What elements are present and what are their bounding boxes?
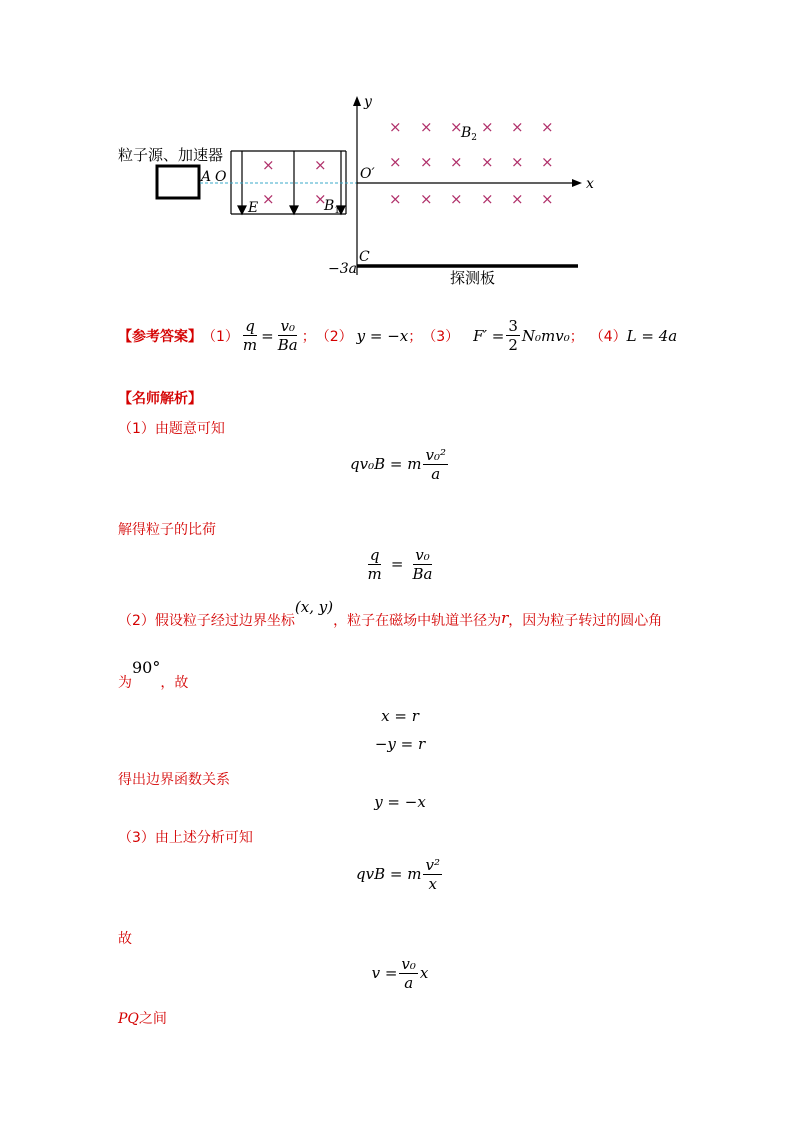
label-o: O <box>215 169 227 185</box>
answer-part-4-label: （4） <box>589 328 627 345</box>
svg-text:×: × <box>541 118 554 136</box>
answer-part-3-label: （3） <box>422 328 460 345</box>
svg-text:×: × <box>420 118 433 136</box>
svg-text:×: × <box>389 190 402 208</box>
svg-text:×: × <box>511 153 524 171</box>
svg-text:×: × <box>389 118 402 136</box>
angle-90: 90° <box>132 658 161 677</box>
answer-sep-1: ； <box>301 328 316 345</box>
equation-3: x = r <box>381 707 419 725</box>
answer-part-2-label: （2） <box>315 328 353 345</box>
label-minus-3a: −3a <box>328 261 357 277</box>
svg-text:×: × <box>450 118 463 136</box>
equation-1: qv₀B = m $\frac{\text{v₀²}}{a}$ <box>350 446 446 483</box>
step-3-pq-line: PQ之间 <box>118 1011 167 1027</box>
physics-diagram <box>110 85 600 295</box>
svg-text:×: × <box>420 190 433 208</box>
svg-text:×: × <box>450 190 463 208</box>
svg-text:×: × <box>511 118 524 136</box>
svg-text:×: × <box>420 153 433 171</box>
equation-4: −y = r <box>374 735 426 753</box>
equation-7: v = $\frac{\text{v₀}}{a}$ x <box>371 955 429 992</box>
svg-text:×: × <box>314 190 327 208</box>
answer-3-fraction: $\frac{3}{2}$ <box>508 317 518 354</box>
answer-1-lhs-fraction: $\frac{q}{m}$ <box>242 317 258 354</box>
svg-text:×: × <box>262 156 275 174</box>
svg-text:×: × <box>481 153 494 171</box>
source-label: 粒子源、加速器 <box>118 146 224 164</box>
svg-text:×: × <box>541 190 554 208</box>
step-1-text: （1）由题意可知 <box>118 421 225 437</box>
answer-1-equals: = <box>261 326 274 345</box>
svg-text:×: × <box>481 118 494 136</box>
detector-label: 探测板 <box>450 269 496 287</box>
step-2-text: （2）假设粒子经过边界坐标 (x, y) ，粒子在磁场中轨道半径为 r ，因为粒子转过的圆心角 <box>118 598 663 629</box>
step-2-angle-line: 为 90° ，故 <box>118 658 189 691</box>
svg-text:×: × <box>262 190 275 208</box>
analysis-heading: 【名师解析】 <box>118 391 202 407</box>
step-3-text: （3）由上述分析可知 <box>118 830 253 846</box>
coordinate-xy: (x, y) <box>294 598 334 616</box>
svg-text:×: × <box>481 190 494 208</box>
svg-text:×: × <box>541 153 554 171</box>
answer-heading: 【参考答案】 <box>118 328 202 345</box>
answer-sep-3: ； <box>569 328 584 345</box>
label-y: y <box>364 94 372 110</box>
svg-text:×: × <box>450 153 463 171</box>
label-o-prime: O′ <box>360 166 375 182</box>
label-x: x <box>586 176 594 192</box>
label-b1: $B_1$ <box>324 198 341 216</box>
label-a: A <box>201 169 212 185</box>
equation-5: y = −x <box>374 793 426 811</box>
answer-4: L = 4a <box>626 326 678 345</box>
particle-source-box <box>157 166 199 198</box>
svg-text:×: × <box>389 153 402 171</box>
answer-2: y = −x <box>356 326 409 345</box>
label-b2: $B_2$ <box>461 125 478 143</box>
step-2-result-text: 得出边界函数关系 <box>118 772 230 788</box>
answer-3-lhs: F′ = <box>473 326 505 345</box>
x-axis-arrow-icon <box>572 179 582 187</box>
equation-6: qvB = m $\frac{\text{v²}}{x}$ <box>356 856 440 893</box>
answer-line <box>118 318 677 353</box>
answer-sep-2: ； <box>408 328 423 345</box>
equation-2: $\frac{q}{m}$ = $\frac{\text{v₀}}{Ba}$ <box>367 546 433 583</box>
svg-text:×: × <box>511 190 524 208</box>
label-c: C <box>359 249 370 265</box>
svg-text:×: × <box>314 156 327 174</box>
y-axis-arrow-icon <box>353 96 361 106</box>
step-1-result-text: 解得粒子的比荷 <box>118 522 216 538</box>
step-3-gu: 故 <box>118 931 132 947</box>
answer-3-rest: N₀mv₀ <box>521 326 570 345</box>
answer-part-1-label: （1） <box>202 328 239 345</box>
answer-1-rhs-fraction: $\frac{\text{v₀}}{Ba}$ <box>277 317 298 354</box>
label-e: E <box>248 200 259 216</box>
